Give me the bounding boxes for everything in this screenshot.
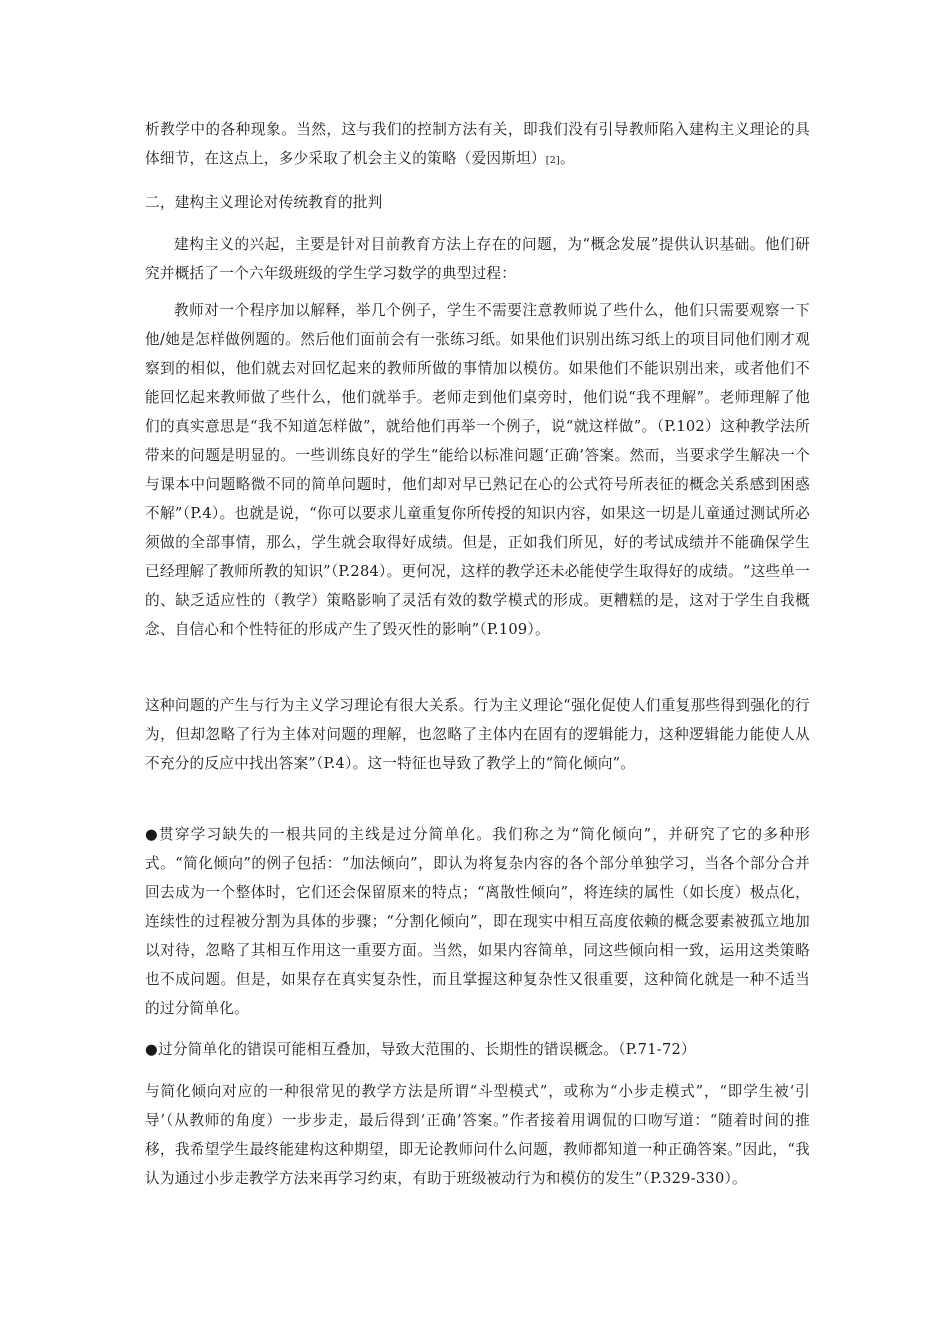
paragraph-end: 。 <box>560 150 575 167</box>
bullet-misconceptions: ●过分简单化的错误可能相互叠加，导致大范围的、长期性的错误概念。（P.71-72） <box>145 1041 696 1058</box>
paragraph-quote: 教师对一个程序加以解释，举几个例子，学生不需要注意教师说了些什么，他们只需要观察一下他/她是怎样做例题的。然后他们面前会有一张练习纸。如果他们识别出练习纸上的项目同他们刚才观察到的相似，他们就去对回忆起来的教师所做的事情加以模仿。如果他们不能识别出来，或者他们不能回忆起来教师做了些什么，他们就举手。老师走到他们桌旁时，他们说“我不理解”。老师理解了他们的真实意思是“我不知道怎样做”，就给他们再举一个例子，说“就这样做”。（P.102）这种教学法所带来的问题是明显的。一些训练良好的学生“能给以标准问题‘正确’答案。然而，当要求学生解决一个与课本中问题略微不同的简单问题时，他们却对早已熟记在心的公式符号所表征的概念关系感到困惑不解”（P.4）。也就是说，“你可以要求儿童重复你所传授的知识内容，如果这一切是儿童通过测试所必须做的全部事情，那么，学生就会取得好成绩。但是，正如我们所见，好的考试成绩并不能确保学生已经理解了教师所教的知识”（P.284）。更何况，这样的教学还未必能使学生取得好的成绩。“这些单一的、缺乏适应性的（教学）策略影响了灵活有效的数学模式的形成。更糟糕的是，这对于学生自我概念、自信心和个性特征的形成产生了毁灭性的影响”（P.109）。 <box>145 302 810 638</box>
section-heading: 二，建构主义理论对传统教育的批判 <box>145 194 383 211</box>
paragraph-continuation <box>145 115 810 175</box>
paragraph-intro: 建构主义的兴起，主要是针对目前教育方法上存在的问题，为“概念发展”提供认识基础。他们研究并概括了一个六年级班级的学生学习数学的典型过程： <box>145 236 810 282</box>
paragraph-behaviorism: 这种问题的产生与行为主义学习理论有很大关系。行为主义理论“强化促使人们重复那些得到强化的行为，但却忽略了行为主体对问题的理解，也忽略了主体内在固有的逻辑能力，这种逻辑能力能使人从不充分的反应中找出答案”（P.4）。这一特征也导致了教学上的“简化倾向”。 <box>145 697 810 772</box>
paragraph-text: 析教学中的各种现象。当然，这与我们的控制方法有关，即我们没有引导教师陷入建构主义理论的具体细节，在这点上，多少采取了机会主义的策略（爱因斯坦） <box>145 121 810 167</box>
citation-ref: [2] <box>545 155 561 166</box>
paragraph-funnel-model: 与简化倾向对应的一种很常见的教学方法是所谓“斗型模式”，或称为“小步走模式”，“即学生被‘引导’（从教师的角度）一步步走，最后得到‘正确’答案。”作者接着用调侃的口吻写道：“随着时间的推移，我希望学生最终能建构这种期望，即无论教师问什么问题，教师都知道一种正确答案。”因此，“我认为通过小步走教学方法来再学习约束，有助于班级被动行为和模仿的发生”（P.329-330）。 <box>145 1083 810 1187</box>
bullet-simplification: ●贯穿学习缺失的一根共同的主线是过分简单化。我们称之为“简化倾向”，并研究了它的多种形式。“简化倾向”的例子包括：“加法倾向”，即认为将复杂内容的各个部分单独学习，当各个部分合并回去成为一个整体时，它们还会保留原来的特点；“离散性倾向”，将连续的属性（如长度）极点化，连续性的过程被分割为具体的步骤；“分割化倾向”，即在现实中相互高度依赖的概念要素被孤立地加以对待，忽略了其相互作用这一重要方面。当然，如果内容简单，同这些倾向相一致，运用这类策略也不成问题。但是，如果存在真实复杂性，而且掌握这种复杂性又很重要，这种简化就是一种不适当的过分简单化。 <box>145 826 810 1017</box>
